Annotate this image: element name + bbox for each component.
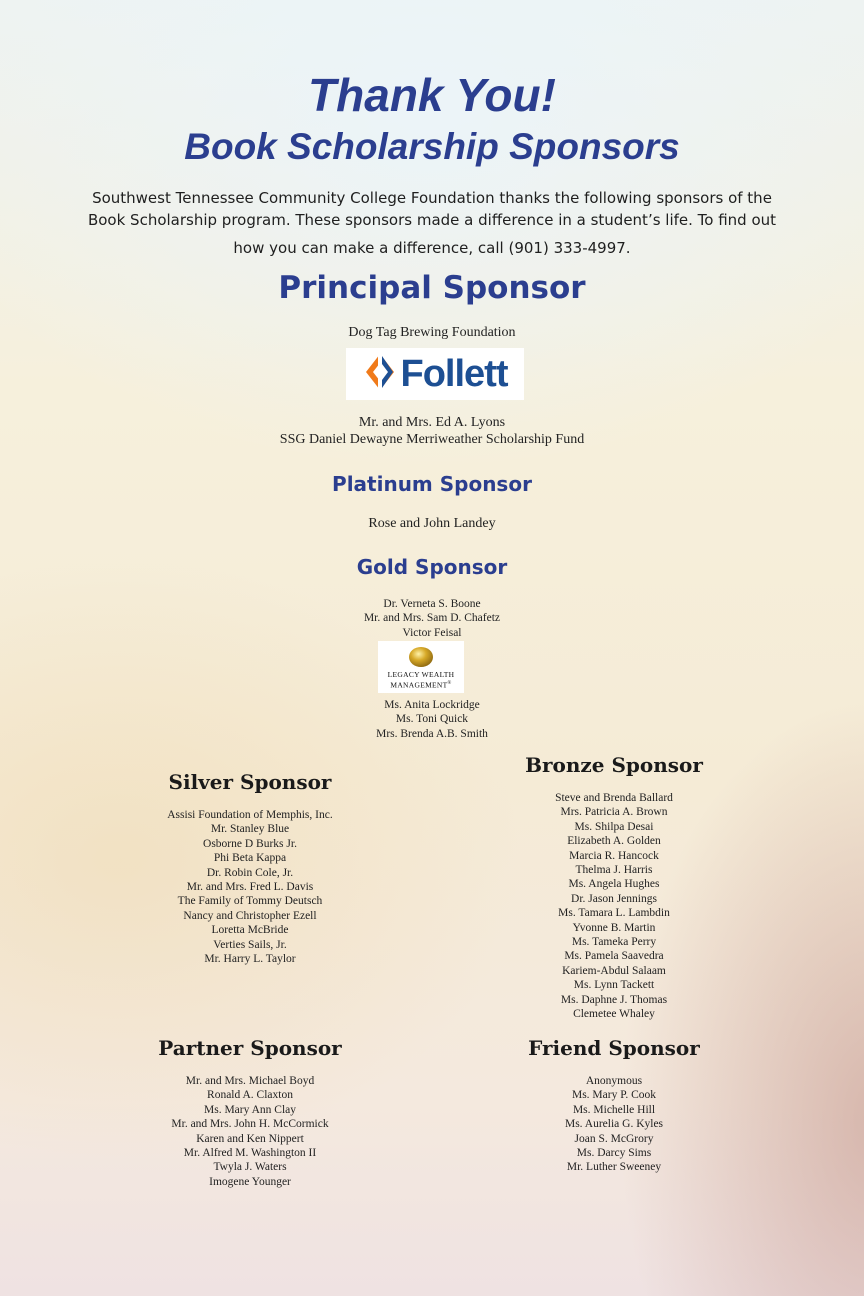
sponsor-name: Karen and Ken Nippert [196,1132,304,1145]
silver-sponsor-section [100,770,400,966]
page-title: Thank You! [308,69,556,121]
legacy-logo-line1: LEGACY WEALTH [387,670,455,679]
legacy-wealth-logo [378,641,464,693]
intro-line-1: Southwest Tennessee Community College Foundation thanks the following sponsors of the [92,189,772,207]
sponsor-name: Ms. Mary Ann Clay [204,1103,296,1116]
sponsor-name: Mr. and Mrs. Michael Boyd [185,1075,315,1087]
sponsor-name: Ms. Lynn Tackett [573,979,655,992]
sponsor-name: Mr. Harry L. Taylor [204,953,296,966]
principal-sponsor-list [0,414,864,448]
follett-logo-text: Follett [400,352,508,395]
sponsor-name: Marcia R. Hancock [569,849,659,862]
sponsor-name: Yvonne B. Martin [572,921,656,934]
sponsor-name: Verties Sails, Jr. [213,938,287,951]
sponsor-name: Assisi Foundation of Memphis, Inc. [167,809,333,821]
gold-sponsor-name: Ms. Toni Quick [395,713,469,726]
sponsor-name: Mr. and Mrs. Fred L. Davis [186,881,314,894]
sponsor-name: Ms. Angela Hughes [568,878,660,891]
sponsor-name: Clemetee Whaley [573,1008,655,1021]
gold-sponsor-name: Dr. Verneta S. Boone [383,598,481,610]
bronze-sponsor-list [464,791,764,1022]
principal-sponsor-heading: Principal Sponsor [278,270,586,306]
principal-sponsor-name: Mr. and Mrs. Ed A. Lyons [358,415,506,430]
gold-sponsor-list-bottom [0,698,864,741]
sponsor-name: Nancy and Christopher Ezell [183,909,317,922]
gold-sponsor-name: Victor Feisal [402,626,462,639]
platinum-sponsor-name: Rose and John Landey [368,516,496,531]
sponsor-name: Ms. Tamara L. Lambdin [558,907,670,920]
sponsor-name: Imogene Younger [209,1175,291,1188]
bronze-sponsor-heading: Bronze Sponsor [525,753,703,777]
intro-line-2: Book Scholarship program. These sponsors made a difference in a student’s life. To find out [87,211,777,229]
sponsor-name: Ms. Darcy Sims [576,1147,652,1160]
sponsor-name: Loretta McBride [211,924,289,937]
gold-sponsor-heading: Gold Sponsor [356,555,508,579]
partner-sponsor-section [100,1036,400,1189]
platinum-sponsor-heading: Platinum Sponsor [332,472,532,496]
silver-sponsor-heading: Silver Sponsor [168,770,332,794]
partner-sponsor-heading: Partner Sponsor [158,1036,342,1060]
partner-sponsor-list [100,1074,400,1189]
sponsor-name: The Family of Tommy Deutsch [177,895,323,908]
friend-sponsor-list [464,1074,764,1175]
sponsor-name: Steve and Brenda Ballard [555,792,673,804]
gold-sponsor-name: Mr. and Mrs. Sam D. Chafetz [363,612,501,625]
sponsor-name: Ronald A. Claxton [207,1089,293,1102]
gold-sponsor-list-top [0,597,864,640]
sponsor-name: Ms. Tameka Perry [571,936,657,949]
gold-sponsor-name: Mrs. Brenda A.B. Smith [376,727,488,740]
follett-logo [346,348,524,400]
sponsor-name: Ms. Mary P. Cook [571,1089,657,1102]
sponsor-name: Anonymous [585,1075,643,1087]
sponsor-name: Ms. Daphne J. Thomas [560,993,668,1006]
page-subtitle: Book Scholarship Sponsors [184,126,680,167]
sponsor-name: Ms. Aurelia G. Kyles [564,1118,664,1131]
principal-sponsor-name: Dog Tag Brewing Foundation [348,325,516,340]
intro-paragraph [0,187,864,259]
sponsor-name: Kariem-Abdul Salaam [562,964,666,977]
silver-sponsor-list [100,808,400,966]
legacy-logo-line2: MANAGEMENT® [390,680,452,690]
sponsor-name: Mr. Alfred M. Washington II [183,1147,317,1160]
intro-line-3: how you can make a difference, call (901) 333-4997. [233,239,631,257]
sponsor-name: Twyla J. Waters [213,1161,287,1174]
friend-sponsor-section [464,1036,764,1175]
sponsor-name: Elizabeth A. Golden [567,835,661,848]
sponsor-name: Mr. Luther Sweeney [566,1161,662,1174]
follett-logo-icon [363,352,397,397]
registered-mark: ® [447,681,452,686]
sponsor-name: Ms. Pamela Saavedra [564,950,664,963]
principal-sponsor-name: SSG Daniel Dewayne Merriweather Scholarship Fund [279,432,585,447]
sponsor-name: Phi Beta Kappa [213,852,287,865]
sponsor-name: Dr. Robin Cole, Jr. [206,866,294,879]
friend-sponsor-heading: Friend Sponsor [528,1036,700,1060]
bronze-sponsor-section [464,753,764,1022]
sponsor-name: Ms. Michelle Hill [572,1103,656,1116]
gold-sponsor-name: Ms. Anita Lockridge [384,699,480,711]
sponsor-name: Joan S. McGrory [574,1132,654,1145]
sponsor-name: Mr. and Mrs. John H. McCormick [171,1118,329,1131]
sponsor-name: Thelma J. Harris [575,864,653,877]
sponsor-name: Mrs. Patricia A. Brown [560,806,668,819]
sponsor-name: Osborne D Burks Jr. [203,837,297,850]
sponsor-name: Ms. Shilpa Desai [574,820,654,833]
sponsor-name: Mr. Stanley Blue [210,823,290,836]
sponsor-name: Dr. Jason Jennings [571,892,657,905]
